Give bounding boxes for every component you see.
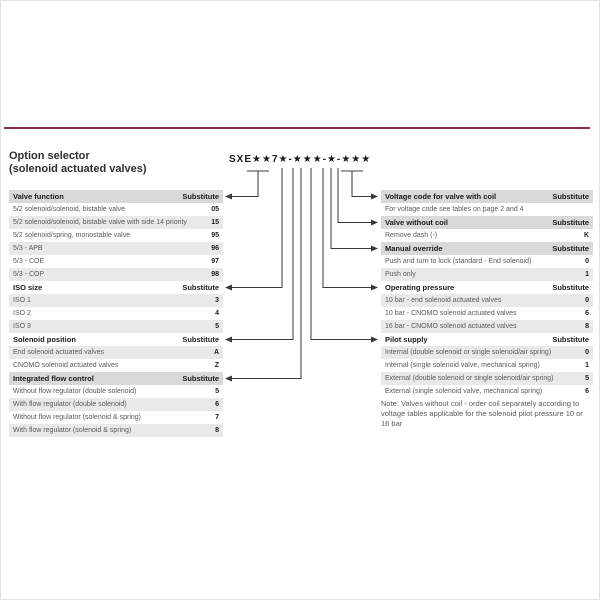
page-title-line1: Option selector [9, 150, 90, 162]
option-row: External (double solenoid or single solenoid/air spring) 5 [381, 372, 593, 385]
section-header-manual-override: Manual override Substitute [381, 242, 593, 255]
connector-voltage-code [341, 171, 378, 200]
option-row: Remove dash (-) K [385, 232, 589, 239]
arrow-left-icon [225, 337, 232, 343]
option-row: Without flow regulator (solenoid & spring) 7 [13, 414, 219, 421]
option-row: 5/2 solenoid/solenoid, bistable valve with side 14 priority 15 [9, 216, 223, 229]
arrow-right-icon [371, 337, 378, 343]
right-option-table [381, 190, 593, 398]
section-header-integrated-flow-control: Integrated flow control Substitute [9, 372, 223, 385]
page-title [9, 150, 147, 176]
connector-valve-without-coil [338, 168, 378, 226]
option-row: 5/3 - COE 97 [13, 258, 219, 265]
arrow-right-icon [371, 285, 378, 291]
option-row: CNOMO solenoid actuated valves Z [13, 362, 219, 369]
part-number-code: SXE★★7★-★★★-★-★★★ [229, 154, 372, 165]
section-header-valve-without-coil: Valve without coil Substitute [381, 216, 593, 229]
connector-solenoid-position [225, 168, 293, 343]
option-row: With flow regulator (double solenoid) 6 [9, 398, 223, 411]
arrow-right-icon [371, 194, 378, 200]
option-row: 5/2 solenoid/solenoid, bistable valve 05 [13, 206, 219, 213]
connector-iso-size [225, 168, 282, 291]
option-row: Without flow regulator (double solenoid) 5 [13, 388, 219, 395]
option-row: ISO 3 5 [9, 320, 223, 333]
option-row: ISO 2 4 [13, 310, 219, 317]
option-row: Push only 1 [381, 268, 593, 281]
section-header-voltage-code: Voltage code for valve with coil Substitute [381, 190, 593, 203]
top-accent-rule [4, 127, 590, 129]
connector-integrated-flow-control [225, 168, 301, 382]
section-header-valve-function: Valve function Substitute [9, 190, 223, 203]
page-title-line2: (solenoid actuated valves) [9, 163, 147, 175]
option-row: For voltage code see tables on page 2 and 4 [385, 206, 524, 213]
arrow-left-icon [225, 376, 232, 382]
section-header-iso-size: ISO size Substitute [13, 283, 219, 292]
arrow-right-icon [371, 220, 378, 226]
option-row: 10 bar - CNOMO solenoid actuated valves 6 [385, 310, 589, 317]
coil-order-note: Note: Valves without coil - order coil separately according to voltage tables applicable for the solenoid pilot pressure 10 or 16 bar [381, 399, 583, 428]
option-row: 16 bar - CNOMO solenoid actuated valves 8 [381, 320, 593, 333]
option-row: Internal (double solenoid or single solenoid/air spring) 0 [381, 346, 593, 359]
option-row: 10 bar - end solenoid actuated valves 0 [381, 294, 593, 307]
arrow-left-icon [225, 285, 232, 291]
connector-pilot-supply [311, 168, 378, 343]
section-header-pilot-supply: Pilot supply Substitute [385, 335, 589, 344]
connector-operating-pressure [323, 168, 378, 291]
connector-manual-override [331, 168, 378, 252]
option-row: Push and turn to lock (standard - End solenoid) 0 [385, 258, 589, 265]
arrow-right-icon [371, 246, 378, 252]
option-row: External (single solenoid valve, mechanical spring) 6 [385, 388, 589, 395]
option-row: 5/2 solenoid/spring, monostable valve 95 [13, 232, 219, 239]
option-row: 5/3 - COP 98 [9, 268, 223, 281]
section-header-operating-pressure: Operating pressure Substitute [385, 283, 589, 292]
connector-valve-function [225, 171, 269, 200]
left-option-table [9, 190, 223, 437]
option-row: 5/3 - APB 96 [9, 242, 223, 255]
section-header-solenoid-position: Solenoid position Substitute [13, 335, 219, 344]
option-row: Internal (single solenoid valve, mechanical spring) 1 [385, 362, 589, 369]
option-row: ISO 1 3 [9, 294, 223, 307]
option-row: With flow regulator (solenoid & spring) 8 [9, 424, 223, 437]
arrow-left-icon [225, 194, 232, 200]
option-row: End solenoid actuated valves A [9, 346, 223, 359]
